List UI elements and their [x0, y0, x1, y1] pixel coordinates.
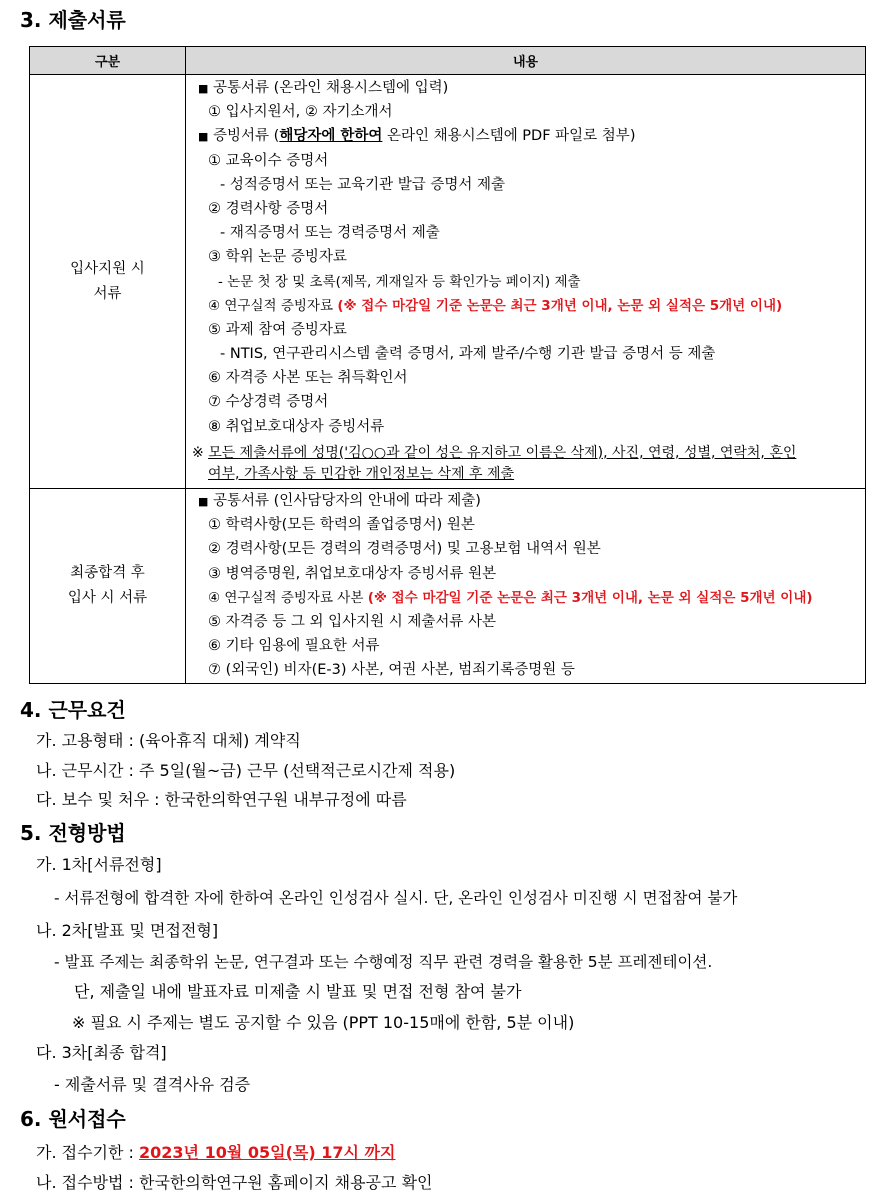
- stage-1-title: 가. 1차[서류전형]: [36, 855, 162, 874]
- row-category: [30, 75, 186, 489]
- list-item: ⑥ 자격증 사본 또는 취득확인서: [208, 370, 408, 387]
- stage-1-detail: - 서류전형에 합격한 자에 한하여 온라인 인성검사 실시. 단, 온라인 인성검사 미진행 시 면접참여 불가: [54, 889, 738, 907]
- list-item: ① 학력사항(모든 학력의 졸업증명서) 원본: [208, 517, 475, 534]
- category-label: 입사 시 서류: [67, 589, 148, 606]
- working-hours: 나. 근무시간 : 주 5일(월~금) 근무 (선택적근로시간제 적용): [36, 761, 456, 780]
- list-item: ⑦ 수상경력 증명서: [208, 394, 329, 411]
- stage-2-detail: 단, 제출일 내에 발표자료 미제출 시 발표 및 면접 전형 참여 불가: [74, 982, 522, 1001]
- category-label: 서류: [93, 285, 122, 302]
- category-label: 입사지원 시: [70, 260, 145, 277]
- list-item: ⑦ (외국인) 비자(E-3) 사본, 여권 사본, 범죄기록증명원 등: [208, 662, 575, 679]
- list-item: - 논문 첫 장 및 초록(제목, 게재일자 등 확인가능 페이지) 제출: [218, 273, 581, 290]
- list-item: ⑤ 과제 참여 증빙자료: [208, 321, 347, 338]
- list-item: ④ 연구실적 증빙자료 (※ 접수 마감일 기준 논문은 최근 3개년 이내, 논문 외 실적은 5개년 이내): [208, 297, 783, 314]
- list-item: ■ 공통서류 (인사담당자의 안내에 따라 제출): [198, 493, 481, 509]
- list-item: - 재직증명서 또는 경력증명서 제출: [220, 225, 440, 242]
- square-bullet-icon: ■: [198, 130, 209, 144]
- section-5-title: 5. 전형방법: [20, 821, 126, 845]
- privacy-note: [186, 439, 865, 485]
- table-header-row: [30, 47, 866, 75]
- stage-2-title: 나. 2차[발표 및 면접전형]: [36, 921, 219, 940]
- section-4-title: 4. 근무요건: [20, 698, 126, 722]
- column-header-category: 구분: [30, 47, 186, 75]
- list-item: ③ 병역증명원, 취업보호대상자 증빙서류 원본: [208, 565, 497, 582]
- list-item: ① 입사지원서, ② 자기소개서: [208, 104, 393, 121]
- list-item: ⑧ 취업보호대상자 증빙서류: [208, 418, 385, 435]
- list-item: ⑤ 자격증 등 그 외 입사지원 시 제출서류 사본: [208, 613, 496, 630]
- application-method: 나. 접수방법 : 한국한의학연구원 홈페이지 채용공고 확인: [36, 1173, 433, 1192]
- list-item: ■ 공통서류 (온라인 채용시스템에 입력): [198, 80, 449, 96]
- list-item: ② 경력사항 증명서: [208, 200, 329, 217]
- stage-3-title: 다. 3차[최종 합격]: [36, 1043, 167, 1062]
- note-line: 여부, 가족사항 등 민감한 개인정보는 삭제 후 제출: [208, 465, 515, 482]
- employment-type: 가. 고용형태 : (육아휴직 대체) 계약직: [36, 731, 301, 750]
- row-content: [186, 75, 866, 489]
- documents-table: [29, 46, 866, 684]
- application-deadline: 가. 접수기한 : 2023년 10월 05일(목) 17시 까지: [36, 1143, 396, 1162]
- note-mark: ※: [192, 444, 204, 461]
- deadline-date: 2023년 10월 05일(목) 17시 까지: [139, 1143, 396, 1162]
- section-3-title: 3. 제출서류: [20, 8, 126, 32]
- stage-3-detail: - 제출서류 및 결격사유 검증: [54, 1075, 251, 1094]
- note-line: 모든 제출서류에 성명('김○○과 같이 성은 유지하고 이름은 삭제), 사진, 연령, 성별, 연락처, 혼인: [208, 444, 797, 461]
- column-header-content: 내용: [186, 47, 866, 75]
- list-item: ③ 학위 논문 증빙자료: [208, 249, 347, 266]
- square-bullet-icon: ■: [198, 82, 209, 95]
- table-row: [30, 75, 866, 489]
- square-bullet-icon: ■: [198, 495, 209, 508]
- section-6-title: 6. 원서접수: [20, 1107, 126, 1131]
- list-item: ④ 연구실적 증빙자료 사본 (※ 접수 마감일 기준 논문은 최근 3개년 이내, 논문 외 실적은 5개년 이내): [208, 589, 813, 606]
- stage-2-note: ※ 필요 시 주제는 별도 공지할 수 있음 (PPT 10-15매에 한함, 5분 이내): [72, 1013, 575, 1032]
- list-item: ① 교육이수 증명서: [208, 152, 329, 169]
- row-content: [186, 489, 866, 684]
- list-item: ⑥ 기타 임용에 필요한 서류: [208, 638, 380, 655]
- row-category: [30, 489, 186, 684]
- category-label: 최종합격 후: [70, 564, 145, 581]
- list-item: - NTIS, 연구관리시스템 출력 증명서, 과제 발주/수행 기관 발급 증명서 등 제출: [220, 346, 716, 363]
- list-item: ② 경력사항(모든 경력의 경력증명서) 및 고용보험 내역서 원본: [208, 541, 601, 558]
- stage-2-detail: - 발표 주제는 최종학위 논문, 연구결과 또는 수행예정 직무 관련 경력을 활용한 5분 프레젠테이션.: [54, 953, 713, 971]
- table-row: [30, 489, 866, 684]
- list-item: ■ 증빙서류 (해당자에 한하여 온라인 채용시스템에 PDF 파일로 첨부): [198, 128, 636, 145]
- list-item: - 성적증명서 또는 교육기관 발급 증명서 제출: [220, 176, 506, 193]
- salary-benefits: 다. 보수 및 처우 : 한국한의학연구원 내부규정에 따름: [36, 790, 407, 809]
